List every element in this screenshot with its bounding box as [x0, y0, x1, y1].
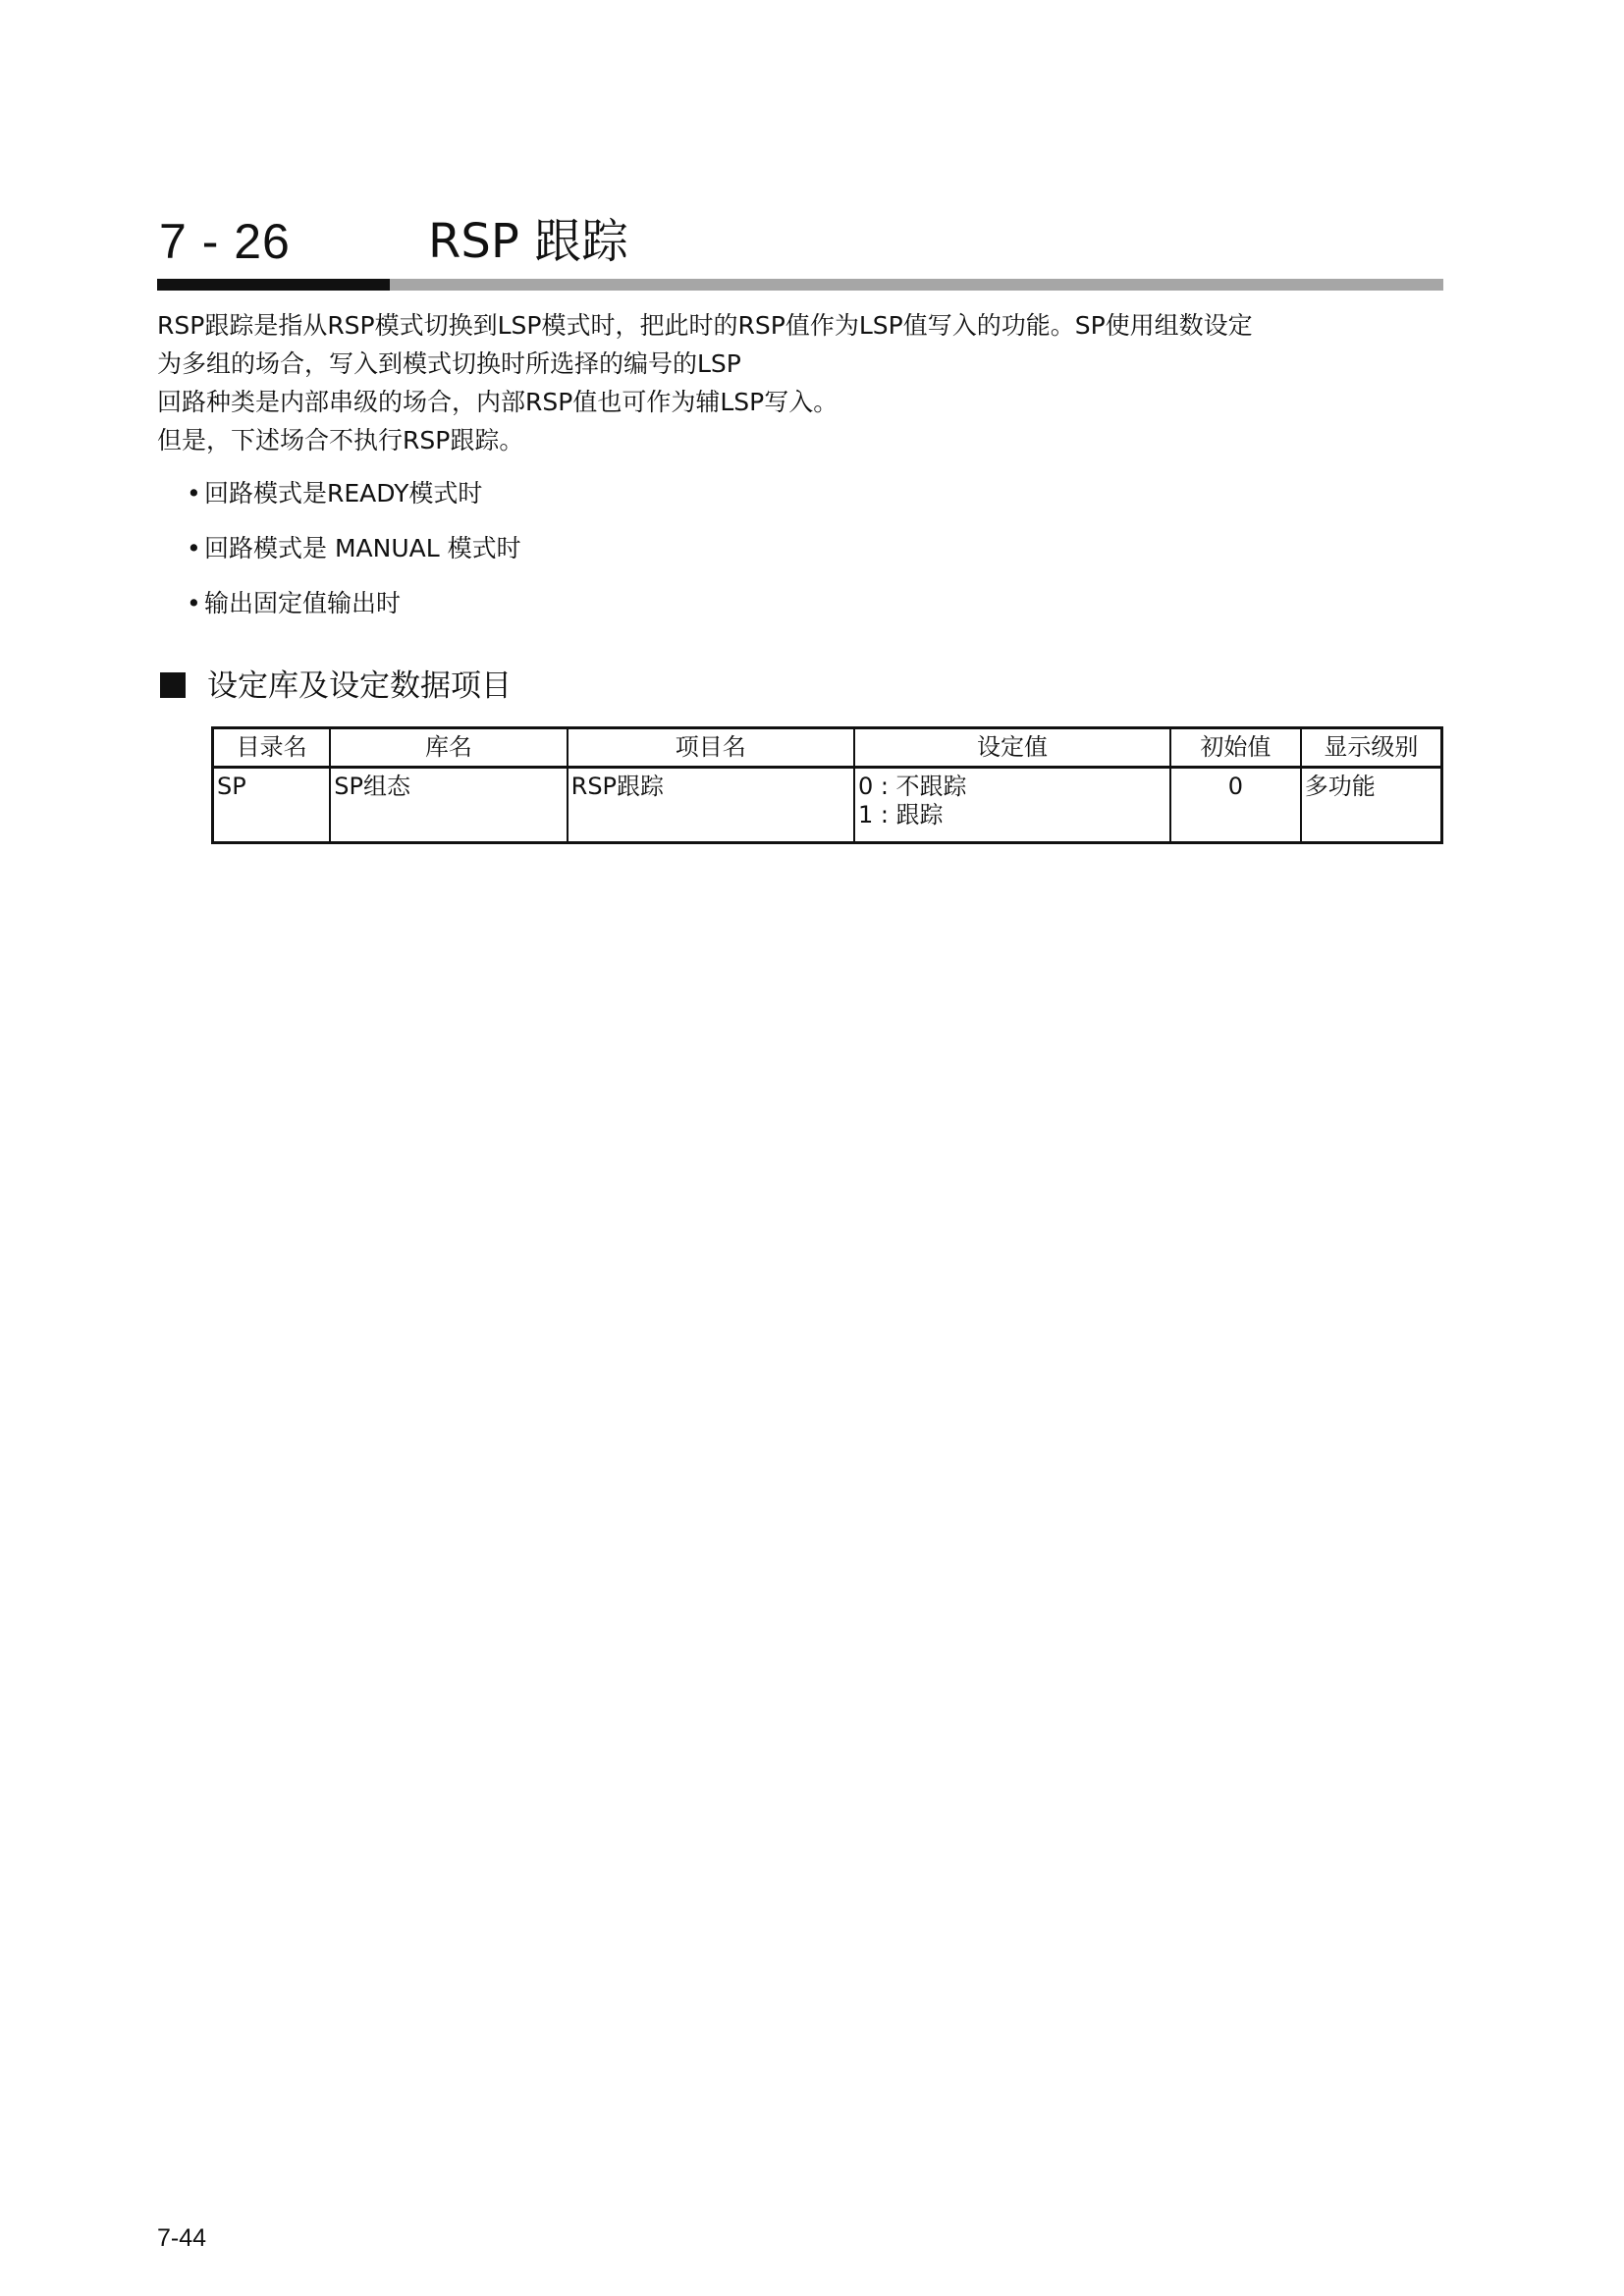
table-row	[213, 768, 1442, 843]
settings-table	[211, 726, 1443, 844]
column-header-level: 显示级别	[1301, 728, 1442, 768]
section-title: RSP 跟踪	[428, 214, 629, 269]
page-number: 7-44	[157, 2224, 207, 2252]
column-header-bank: 库名	[330, 728, 567, 768]
table-header-row	[213, 728, 1442, 768]
section-header	[157, 211, 1443, 272]
bullet-text: 回路模式是 MANUAL 模式时	[204, 534, 521, 562]
bullet-dot-icon: •	[187, 534, 201, 562]
cell-initial: 0	[1170, 768, 1301, 843]
cell-level: 多功能	[1301, 768, 1442, 843]
column-header-initial: 初始值	[1170, 728, 1301, 768]
cell-bank: SP组态	[330, 768, 567, 843]
cell-item: RSP跟踪	[568, 768, 854, 843]
bullet-text: 输出固定值输出时	[204, 589, 402, 617]
body-line: 为多组的场合，写入到模式切换时所选择的编号的LSP	[157, 349, 741, 378]
subheading-text: 设定库及设定数据项目	[207, 668, 512, 704]
cell-setting	[854, 768, 1170, 843]
bullet-text: 回路模式是READY模式时	[204, 479, 483, 507]
section-number: 7 - 26	[159, 214, 291, 269]
section-rule-accent	[157, 279, 390, 291]
cell-directory: SP	[213, 768, 331, 843]
square-bullet-icon	[160, 672, 186, 698]
column-header-directory: 目录名	[213, 728, 331, 768]
body-paragraph	[157, 306, 1453, 459]
bullet-dot-icon: •	[187, 589, 201, 617]
bullet-item	[187, 584, 521, 639]
bullet-list	[187, 474, 521, 639]
setting-option: 1 : 跟踪	[857, 801, 944, 828]
body-line: 回路种类是内部串级的场合，内部RSP值也可作为辅LSP写入。	[157, 388, 839, 416]
body-line: RSP跟踪是指从RSP模式切换到LSP模式时，把此时的RSP值作为LSP值写入的功能。SP使用组数设定	[157, 311, 1253, 340]
bullet-item	[187, 529, 521, 584]
bullet-item	[187, 474, 521, 529]
column-header-item: 项目名	[568, 728, 854, 768]
setting-option: 0 : 不跟踪	[857, 773, 967, 800]
column-header-setting: 设定值	[854, 728, 1170, 768]
subheading	[160, 665, 512, 708]
bullet-dot-icon: •	[187, 479, 201, 507]
body-line: 但是，下述场合不执行RSP跟踪。	[157, 426, 524, 454]
